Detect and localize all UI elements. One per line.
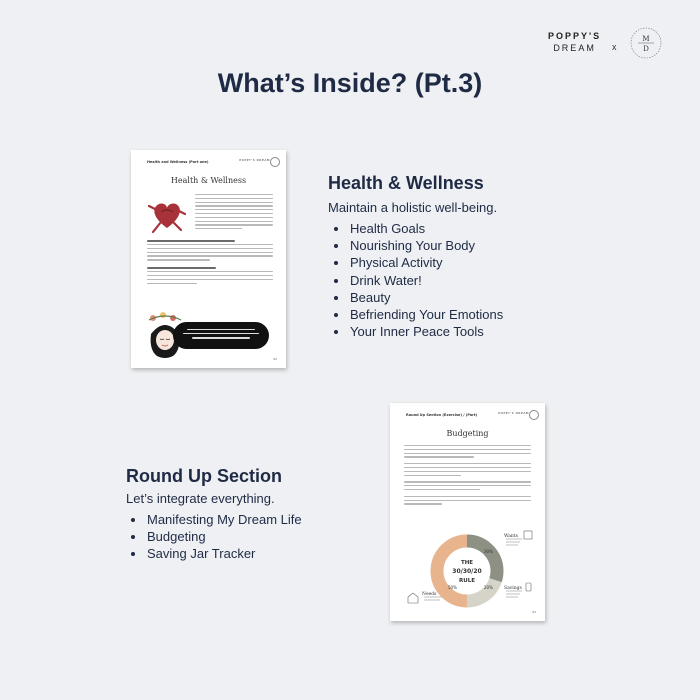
pct-needs: 50% — [448, 585, 457, 590]
preview-text-lines — [404, 445, 531, 507]
quote-speech-bubble — [173, 322, 269, 349]
svg-text:M: M — [642, 35, 650, 43]
brand-header — [548, 30, 668, 62]
budget-rule-donut — [404, 527, 534, 615]
brand-name-line1: POPPY'S — [548, 31, 602, 41]
brand-logo — [548, 30, 601, 54]
list-item: Befriending Your Emotions — [329, 306, 503, 323]
list-item: Your Inner Peace Tools — [329, 323, 503, 340]
list-item: Manifesting My Dream Life — [126, 511, 302, 528]
preview-seal-icon — [270, 157, 280, 167]
preview-title: Budgeting — [446, 429, 489, 438]
brand-separator: x — [612, 42, 617, 52]
pct-wants: 30% — [484, 549, 493, 554]
preview-page-number: 93 — [532, 610, 536, 614]
list-item: Budgeting — [126, 528, 302, 545]
label-needs: Needs — [422, 592, 437, 597]
list-item: Drink Water! — [329, 272, 503, 289]
donut-label-line2: 30/30/20 — [452, 568, 482, 575]
label-savings: Savings — [504, 586, 522, 591]
preview-logo: POPPY'S DREAM — [498, 411, 529, 415]
preview-seal-icon — [529, 410, 539, 420]
preview-text-lines — [147, 240, 273, 286]
label-wants: Wants — [504, 534, 518, 539]
preview-header: Health and Wellness (Part one) — [147, 160, 209, 164]
preview-page-number: 92 — [273, 357, 277, 361]
brand-name-line2: DREAM — [553, 43, 596, 53]
health-wellness-list — [329, 220, 503, 340]
partner-seal-icon — [628, 25, 664, 61]
preview-logo: POPPY'S DREAM — [239, 158, 270, 162]
list-item: Health Goals — [329, 220, 503, 237]
preview-header: Round Up Section (Exercise) / (Part) — [406, 413, 478, 417]
list-item: Beauty — [329, 289, 503, 306]
budgeting-page-preview — [390, 403, 545, 621]
health-wellness-heading: Health & Wellness — [328, 173, 484, 193]
health-wellness-page-preview — [131, 150, 286, 368]
list-item: Saving Jar Tracker — [126, 545, 302, 562]
page-title: What’s Inside? (Pt.3) — [217, 68, 483, 98]
health-wellness-subtitle: Maintain a holistic well-being. — [328, 200, 498, 215]
preview-text-lines — [195, 194, 273, 232]
heart-figure-illustration — [145, 194, 189, 238]
round-up-list — [126, 511, 302, 563]
round-up-heading: Round Up Section — [126, 466, 282, 486]
list-item: Nourishing Your Body — [329, 237, 503, 254]
donut-label-line3: RULE — [459, 578, 475, 584]
preview-title: Health & Wellness — [170, 176, 247, 185]
svg-text:D: D — [643, 45, 649, 53]
donut-label-line1: THE — [460, 560, 474, 566]
pct-savings: 20% — [484, 585, 493, 590]
round-up-subtitle: Let’s integrate everything. — [126, 491, 275, 506]
list-item: Physical Activity — [329, 254, 503, 271]
